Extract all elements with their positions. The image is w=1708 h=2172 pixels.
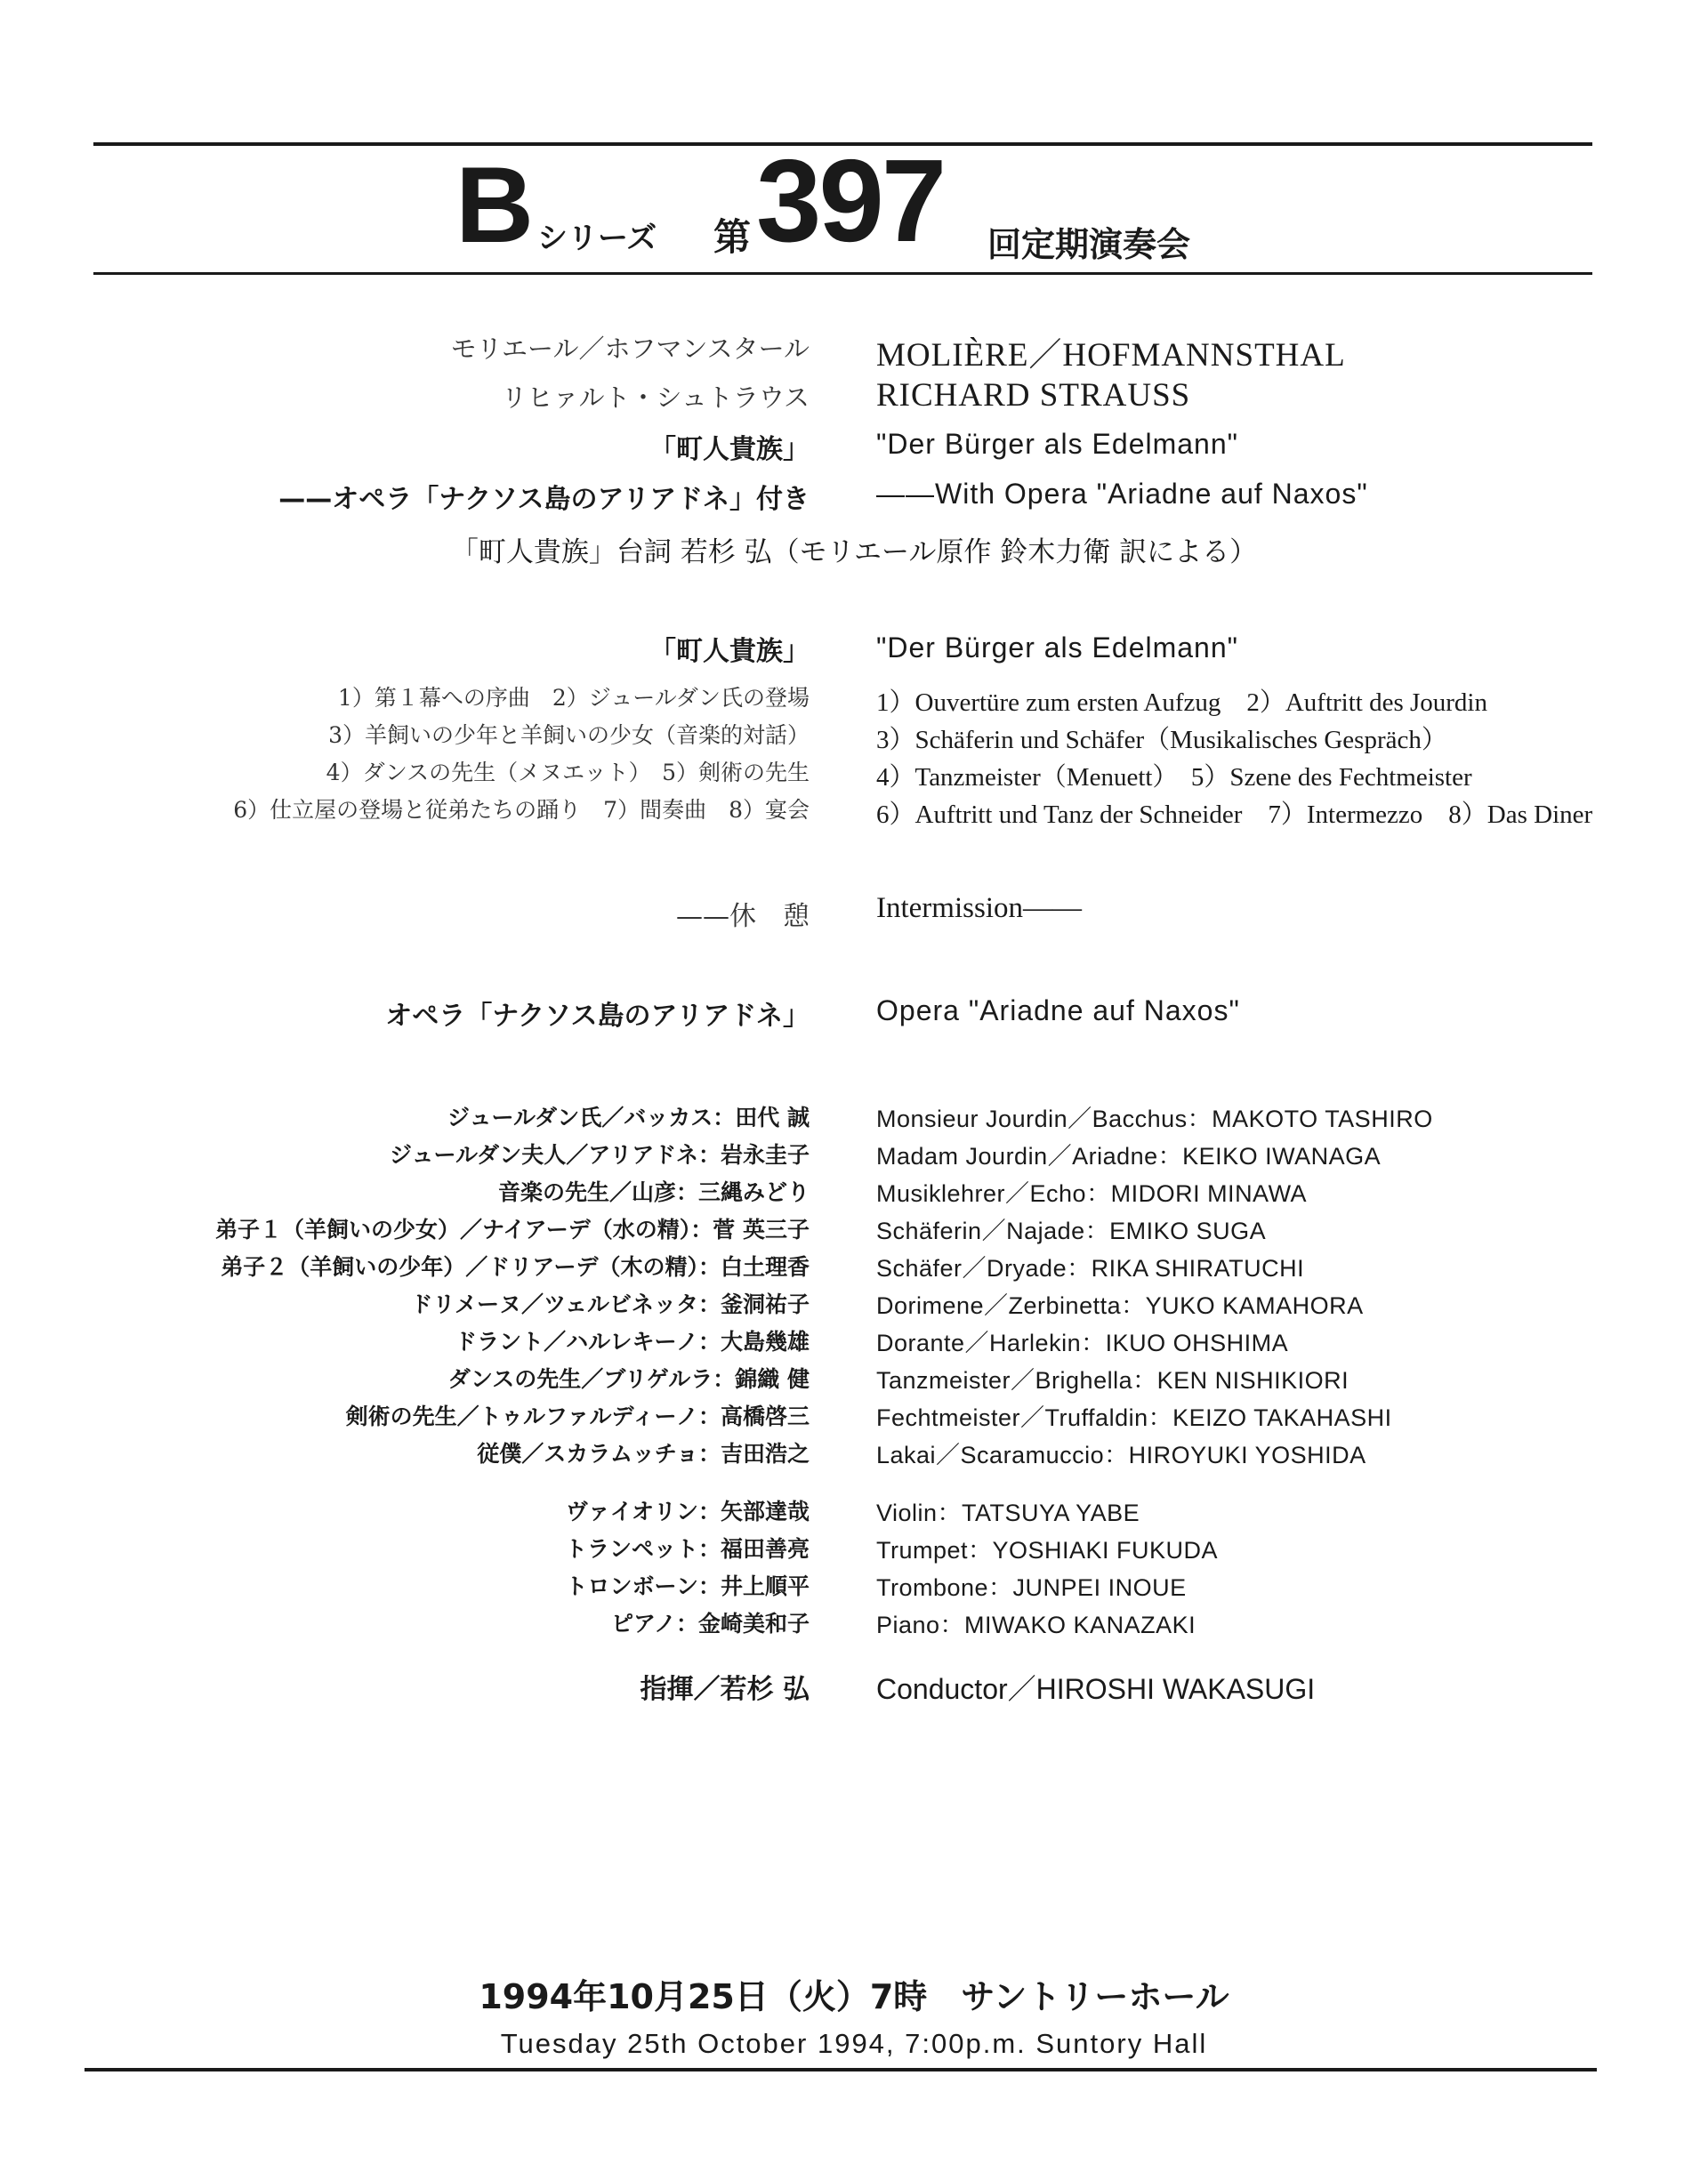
intermission-en: Intermission—— (876, 892, 1082, 924)
part2-title-en: Opera "Ariadne auf Naxos" (876, 994, 1240, 1026)
cast-row-jp: ドリメーヌ／ツェルビネッタ：釜洞祐子 (410, 1291, 810, 1317)
cast-row-en: Dorante／Harlekin：IKUO OHSHIMA (876, 1330, 1289, 1356)
series-letter: B (455, 144, 533, 265)
instrumentalist-row-en: Trombone：JUNPEI INOUE (876, 1574, 1187, 1601)
work-with-en: ——With Opera "Ariadne auf Naxos" (876, 478, 1368, 510)
cast-row-jp: ドラント／ハルレキーノ：大島幾雄 (455, 1329, 810, 1355)
instrumentalist-row-en: Violin：TATSUYA YABE (876, 1500, 1140, 1526)
cast-row-en: Madam Jourdin／Ariadne：KEIKO IWANAGA (876, 1143, 1382, 1170)
part2-title-jp: オペラ「ナクソス島のアリアドネ」 (385, 1001, 810, 1032)
cast-row-en: Tanzmeister／Brighella：KEN NISHIKIORI (876, 1367, 1349, 1394)
conductor-jp: 指揮／若杉 弘 (640, 1674, 810, 1705)
work-title-jp: 「町人貴族」 (649, 434, 810, 465)
instrumentalist-row-jp: トロンボーン：井上順平 (565, 1573, 810, 1599)
instrumentalist-row-en: Piano：MIWAKO KANAZAKI (876, 1612, 1196, 1638)
cast-row-jp: 音楽の先生／山彦：三縄みどり (497, 1179, 810, 1205)
cast-row-en: Dorimene／Zerbinetta：YUKO KAMAHORA (876, 1292, 1364, 1319)
movement-item-en: 3）Schäferin und Schäfer（Musikalisches Gespräch） (876, 726, 1447, 754)
cast-row-jp: 剣術の先生／トゥルファルディーノ：高橋啓三 (345, 1404, 810, 1429)
concert-number: 397 (756, 135, 945, 266)
movement-item-en: 1）Ouvertüre zum ersten Aufzug 2）Auftritt des Jourdin (876, 688, 1487, 717)
movement-item-en: 6）Auftritt und Tanz der Schneider 7）Intermezzo 8）Das Diner (876, 800, 1593, 829)
movement-item-en: 4）Tanzmeister（Menuett） 5）Szene des Fechtmeister (876, 763, 1472, 792)
movement-item-jp: 1）第１幕への序曲 2）ジュールダン氏の登場 (337, 685, 810, 711)
cast-row-jp: ジュールダン夫人／アリアドネ：岩永圭子 (389, 1142, 810, 1168)
cast-row-en: Monsieur Jourdin／Bacchus：MAKOTO TASHIRO (876, 1106, 1433, 1132)
credit-composer-en: RICHARD STRAUSS (876, 377, 1191, 414)
libretto-credit: 「町人貴族」台詞 若杉 弘（モリエール原作 鈴木力衛 訳による） (450, 536, 1258, 568)
instrumentalist-row-en: Trumpet：YOSHIAKI FUKUDA (876, 1537, 1219, 1564)
instrumentalist-row-jp: ピアノ：金崎美和子 (610, 1611, 810, 1637)
dai-character: 第 (713, 215, 752, 259)
cast-row-jp: 従僕／スカラムッチョ：吉田浩之 (477, 1441, 810, 1467)
date-venue-en: Tuesday 25th October 1994, 7:00p.m. Suntory Hall (500, 2028, 1208, 2059)
work-title-en: "Der Bürger als Edelmann" (876, 428, 1238, 460)
cast-row-jp: 弟子２（羊飼いの少年）／ドリアーデ（木の精）：白土理香 (221, 1254, 810, 1280)
credit-composer-jp: リヒァルト・シュトラウス (501, 382, 810, 413)
instrumentalist-row-jp: トランペット：福田善亮 (564, 1536, 810, 1562)
credit-authors-en: MOLIÈRE／HOFMANNSTHAL (876, 337, 1346, 374)
movement-item-jp: 3）羊飼いの少年と羊飼いの少女（音楽的対話） (328, 722, 810, 748)
cast-row-en: Fechtmeister／Truffaldin：KEIZO TAKAHASHI (876, 1404, 1392, 1431)
header-bottom-rule (93, 272, 1592, 275)
movement-item-jp: 4）ダンスの先生（メヌエット） 5）剣術の先生 (326, 760, 810, 785)
cast-row-en: Schäfer／Dryade：RIKA SHIRATUCHI (876, 1255, 1305, 1282)
bottom-rule (85, 2068, 1597, 2071)
cast-row-en: Schäferin／Najade：EMIKO SUGA (876, 1218, 1267, 1244)
series-word: シリーズ (537, 221, 657, 256)
date-venue-jp: 1994年10月25日（火）7時 サントリーホール (479, 1977, 1229, 2016)
movement-item-jp: 6）仕立屋の登場と従弟たちの踊り 7）間奏曲 8）宴会 (233, 797, 810, 823)
cast-row-jp: ジュールダン氏／バッカス：田代 誠 (447, 1105, 810, 1130)
cast-row-en: Lakai／Scaramuccio：HIROYUKI YOSHIDA (876, 1442, 1366, 1468)
concert-suffix: 回定期演奏会 (987, 225, 1191, 264)
cast-row-en: Musiklehrer／Echo：MIDORI MINAWA (876, 1180, 1308, 1207)
part1-title-jp: 「町人貴族」 (649, 636, 810, 667)
work-with-jp: ——オペラ「ナクソス島のアリアドネ」付き (278, 484, 810, 515)
conductor-en: Conductor／HIROSHI WAKASUGI (876, 1673, 1316, 1705)
part1-title-en: "Der Bürger als Edelmann" (876, 631, 1238, 664)
instrumentalist-row-jp: ヴァイオリン：矢部達哉 (565, 1499, 810, 1524)
intermission-jp: ——休 憩 (676, 901, 810, 932)
cast-row-jp: 弟子１（羊飼いの少女）／ナイアーデ（水の精）：菅 英三子 (215, 1217, 810, 1243)
cast-row-jp: ダンスの先生／ブリゲルラ：錦織 健 (447, 1366, 810, 1392)
credit-authors-jp: モリエール／ホフマンスタール (450, 334, 810, 364)
